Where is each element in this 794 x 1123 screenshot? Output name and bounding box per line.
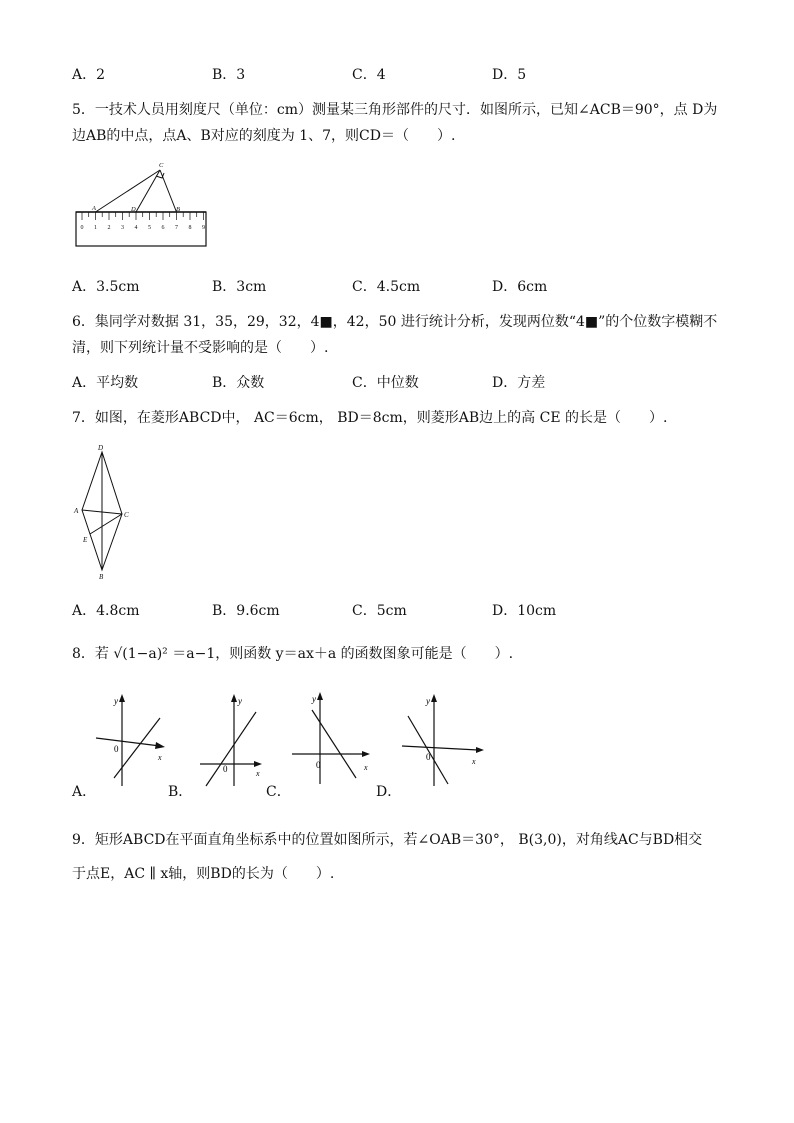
q8-option-b: B． [168, 784, 193, 800]
q5-label-b: B [176, 206, 180, 213]
q8d-origin: 0 [426, 752, 431, 762]
q6-text-line2: 清，则下列统计量不受影响的是（ ）. [72, 340, 329, 356]
q6-text-line1: 6．集同学对数据 31，35，29，32，4■，42，50 进行统计分析，发现两位数“4■”的个位数字模糊不 [72, 314, 718, 330]
q8d-x-label: x [472, 757, 476, 766]
q8c-y-label: y [312, 694, 316, 704]
ruler-tick-5: 5 [148, 225, 151, 231]
q8d-y-label: y [426, 696, 430, 706]
q8a-origin: 0 [114, 744, 119, 754]
q6-option-c: C．中位数 [352, 375, 419, 391]
q8b-x-label: x [256, 769, 260, 778]
ruler-tick-9: 9 [202, 225, 205, 231]
q5-label-c: C [159, 162, 164, 169]
q7-text-line1: 7．如图，在菱形ABCD中， AC＝6cm， BD＝8cm，则菱形AB边上的高 CE 的长是（ ）. [72, 410, 668, 426]
q4-option-a: A．2 [72, 67, 106, 83]
q7-label-b: B [99, 573, 104, 581]
q7-option-a: A．4.8cm [72, 603, 140, 619]
ruler-tick-2: 2 [107, 225, 111, 231]
q5-option-b: B．3cm [212, 279, 267, 295]
q5-ruler-figure [72, 156, 212, 256]
q7-label-d: D [98, 444, 104, 452]
q9-text-line2: 于点E，AC ∥ x轴，则BD的长为（ ）. [72, 866, 335, 882]
q5-option-d: D．6cm [492, 279, 548, 295]
q8-option-d: D． [376, 784, 402, 800]
q8-graph-c [290, 688, 374, 788]
q8b-origin: 0 [223, 764, 228, 774]
q7-option-c: C．5cm [352, 603, 407, 619]
q7-rhombus-figure [72, 440, 142, 582]
q4-option-c: C．4 [352, 67, 386, 83]
q6-option-b: B．众数 [212, 375, 265, 391]
ruler-tick-7: 7 [175, 225, 178, 231]
q5-text-line2: 边AB的中点，点A、B对应的刻度为 1、7，则CD＝（ ）. [72, 128, 456, 144]
q5-label-a: A [92, 205, 96, 212]
q7-label-e: E [83, 536, 88, 544]
q8-option-a: A． [72, 784, 97, 800]
q5-option-c: C．4.5cm [352, 279, 421, 295]
q8c-x-label: x [364, 763, 368, 772]
q5-text-line1: 5．一技术人员用刻度尺（单位：cm）测量某三角形部件的尺寸．如图所示，已知∠ACB＝90°，点 D为 [72, 102, 718, 118]
q8a-y-label: y [114, 696, 118, 706]
q7-option-b: B．9.6cm [212, 603, 280, 619]
q4-option-b: B．3 [212, 67, 246, 83]
q8-graph-a [92, 690, 170, 790]
q8b-y-label: y [238, 696, 242, 706]
q8-option-c: C． [266, 784, 291, 800]
ruler-tick-3: 3 [121, 225, 124, 231]
q7-label-a: A [74, 507, 79, 515]
ruler-tick-6: 6 [161, 225, 165, 231]
ruler-tick-1: 1 [94, 225, 97, 231]
q8-graph-d [400, 690, 488, 790]
q9-text-line1: 9．矩形ABCD在平面直角坐标系中的位置如图所示，若∠OAB＝30°， B(3,0)，对角线AC与BD相交 [72, 832, 703, 848]
ruler-tick-4: 4 [134, 225, 138, 231]
q4-option-d: D．5 [492, 67, 527, 83]
q6-option-a: A．平均数 [72, 375, 139, 391]
q8c-origin: 0 [316, 760, 321, 770]
q8a-x-label: x [158, 753, 162, 762]
q5-label-d: D [131, 206, 136, 213]
q8-text-line1: 8．若 √(1−a)² ＝a−1，则函数 y＝ax＋a 的函数图象可能是（ ）. [72, 646, 514, 662]
q7-label-c: C [124, 511, 129, 519]
q5-option-a: A．3.5cm [72, 279, 140, 295]
ruler-tick-8: 8 [188, 225, 192, 231]
q8-graph-b [196, 690, 266, 790]
q7-option-d: D．10cm [492, 603, 557, 619]
q6-option-d: D．方差 [492, 375, 546, 391]
ruler-tick-0: 0 [80, 225, 84, 231]
